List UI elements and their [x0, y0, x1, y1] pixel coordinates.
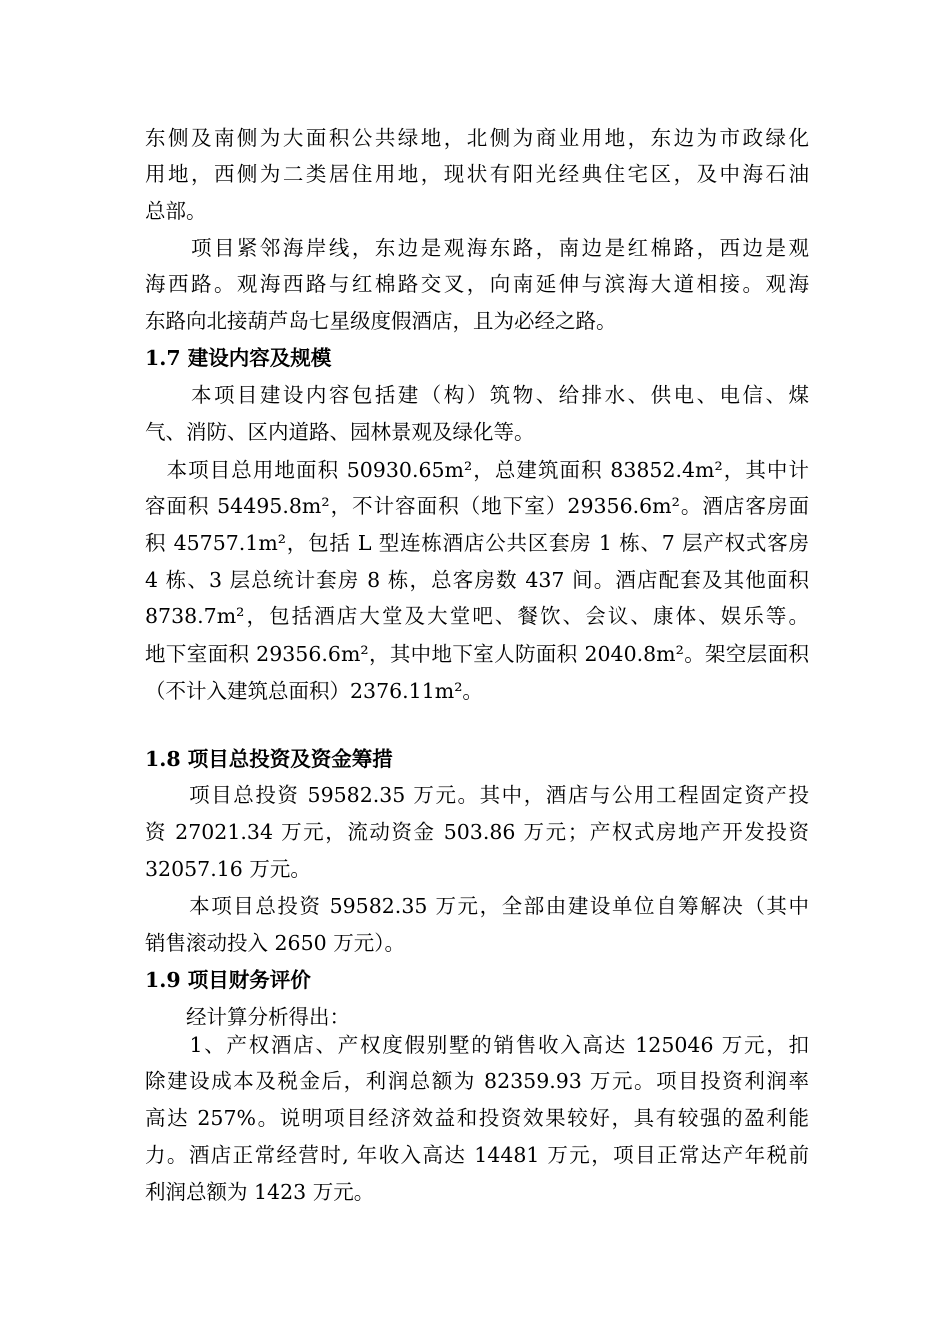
- section-heading-1-9: 1.9 项目财务评价: [145, 968, 311, 992]
- paragraph-line: 东侧及南侧为大面积公共绿地，北侧为商业用地，东边为市政绿化: [145, 126, 809, 150]
- paragraph-line: 积 45757.1m²，包括 L 型连栋酒店公共区套房 1 栋、7 层产权式客房: [145, 531, 809, 555]
- paragraph-line: 力。酒店正常经营时, 年收入高达 14481 万元，项目正常达产年税前: [145, 1143, 809, 1167]
- section-heading-1-7: 1.7 建设内容及规模: [145, 346, 332, 370]
- paragraph-line: 32057.16 万元。: [145, 857, 311, 881]
- section-heading-1-8: 1.8 项目总投资及资金筹措: [145, 747, 393, 771]
- paragraph-line: （不计入建筑总面积）2376.11m²。: [145, 679, 483, 703]
- paragraph-line: 利润总额为 1423 万元。: [145, 1180, 375, 1204]
- paragraph-line: 气、消防、区内道路、园林景观及绿化等。: [145, 420, 535, 444]
- paragraph-line: 总部。: [145, 199, 207, 223]
- paragraph-line: 销售滚动投入 2650 万元）。: [145, 931, 405, 955]
- paragraph-line: 地下室面积 29356.6m²，其中地下室人防面积 2040.8m²。架空层面积: [145, 642, 809, 666]
- paragraph-line: 海西路。观海西路与红棉路交叉，向南延伸与滨海大道相接。观海: [145, 272, 809, 296]
- paragraph-line: 东路向北接葫芦岛七星级度假酒店，且为必经之路。: [145, 309, 617, 333]
- paragraph-line: 项目紧邻海岸线，东边是观海东路，南边是红棉路，西边是观: [145, 236, 809, 260]
- paragraph-line: 项目总投资 59582.35 万元。其中，酒店与公用工程固定资产投: [145, 783, 809, 807]
- paragraph-line: 经计算分析得出：: [145, 1005, 350, 1029]
- paragraph-line: 1、产权酒店、产权度假别墅的销售收入高达 125046 万元，扣: [145, 1033, 809, 1057]
- paragraph-line: 本项目总投资 59582.35 万元，全部由建设单位自筹解决（其中: [145, 894, 809, 918]
- paragraph-line: 除建设成本及税金后，利润总额为 82359.93 万元。项目投资利润率: [145, 1069, 809, 1093]
- paragraph-line: 用地，西侧为二类居住用地，现状有阳光经典住宅区，及中海石油: [145, 162, 809, 186]
- paragraph-line: 容面积 54495.8m²，不计容面积（地下室）29356.6m²。酒店客房面: [145, 494, 809, 518]
- paragraph-line: 资 27021.34 万元，流动资金 503.86 万元；产权式房地产开发投资: [145, 820, 809, 844]
- paragraph-line: 本项目建设内容包括建（构）筑物、给排水、供电、电信、煤: [145, 383, 809, 407]
- paragraph-line: 4 栋、3 层总统计套房 8 栋，总客房数 437 间。酒店配套及其他面积: [145, 568, 809, 592]
- paragraph-line: 本项目总用地面积 50930.65m²，总建筑面积 83852.4m²，其中计: [145, 458, 809, 482]
- paragraph-line: 高达 257%。说明项目经济效益和投资效果较好，具有较强的盈利能: [145, 1106, 809, 1130]
- paragraph-line: 8738.7m²，包括酒店大堂及大堂吧、餐饮、会议、康体、娱乐等。: [145, 604, 809, 628]
